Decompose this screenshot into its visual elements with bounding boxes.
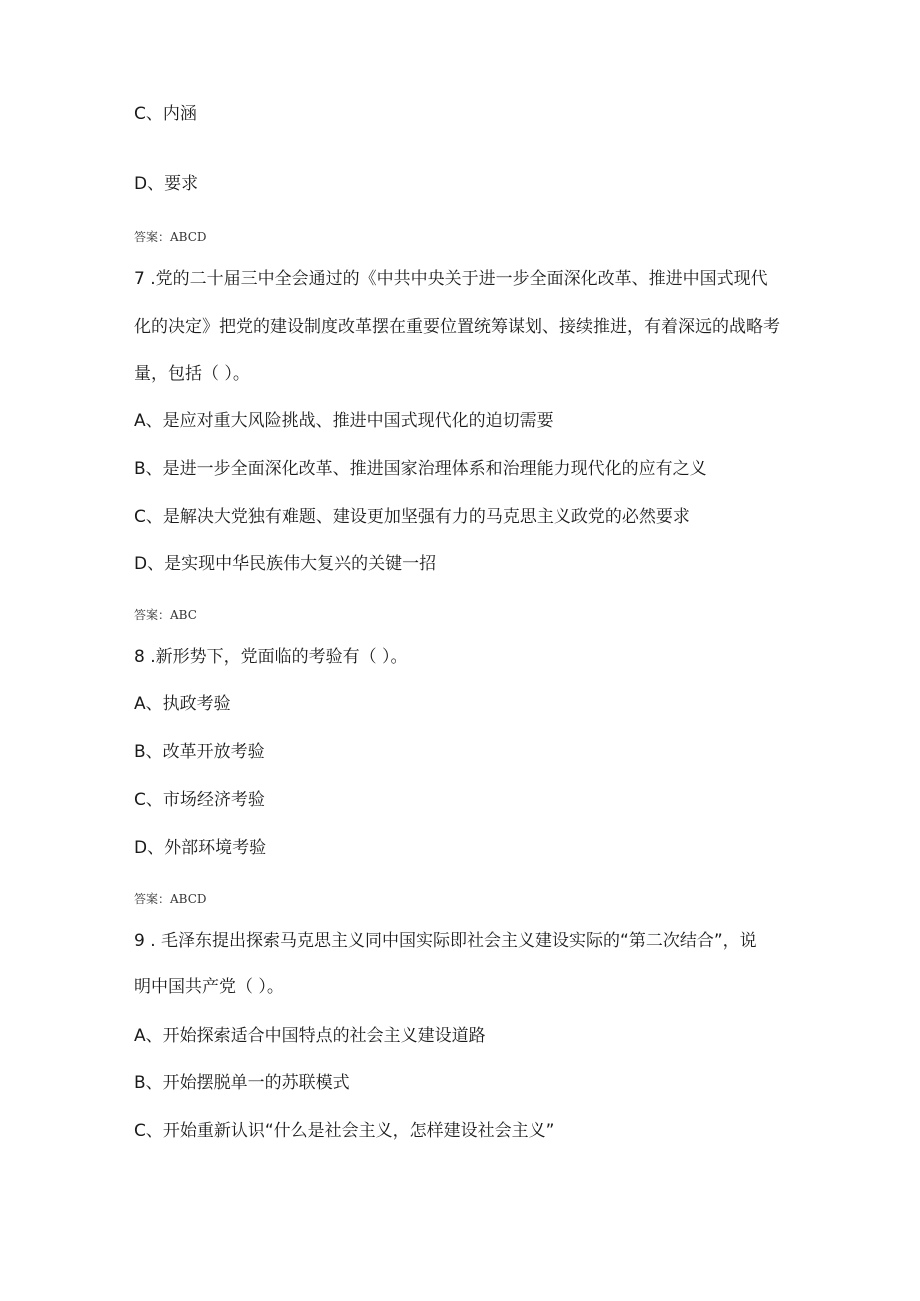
q9-text-line-2: 明中国共产党（ ）。 <box>134 977 284 997</box>
q7-option-c: C、是解决大党独有难题、建设更加坚强有力的马克思主义政党的必然要求 <box>134 507 690 527</box>
q8-option-b: B、改革开放考验 <box>134 742 265 762</box>
q8-text-line-1: 8 .新形势下，党面临的考验有（ ）。 <box>134 647 408 667</box>
q7-text-line-3: 量，包括（ ）。 <box>134 364 250 384</box>
q7-text-line-2: 化的决定》把党的建设制度改革摆在重要位置统筹谋划、接续推进，有着深远的战略考 <box>134 317 780 337</box>
q8-option-c: C、市场经济考验 <box>134 790 265 810</box>
q6-option-d: D、要求 <box>134 174 199 194</box>
q7-option-a: A、是应对重大风险挑战、推进中国式现代化的迫切需要 <box>134 411 554 431</box>
q9-option-c: C、开始重新认识“什么是社会主义，怎样建设社会主义” <box>134 1121 555 1141</box>
q7-option-d: D、是实现中华民族伟大复兴的关键一招 <box>134 554 437 574</box>
q7-text-line-1: 7 .党的二十届三中全会通过的《中共中央关于进一步全面深化改革、推进中国式现代 <box>134 269 768 289</box>
q8-option-d: D、外部环境考验 <box>134 838 267 858</box>
q9-option-a: A、开始探索适合中国特点的社会主义建设道路 <box>134 1026 486 1046</box>
q6-option-c: C、内涵 <box>134 104 197 124</box>
q9-text-line-1: 9 . 毛泽东提出探索马克思主义同中国实际即社会主义建设实际的“第二次结合”，说 <box>134 931 757 951</box>
q9-option-b: B、开始摆脱单一的苏联模式 <box>134 1073 350 1093</box>
q7-option-b: B、是进一步全面深化改革、推进国家治理体系和治理能力现代化的应有之义 <box>134 459 707 479</box>
q7-answer: 答案：ABC <box>134 608 197 622</box>
q8-option-a: A、执政考验 <box>134 694 231 714</box>
q8-answer: 答案：ABCD <box>134 892 207 906</box>
q6-answer: 答案：ABCD <box>134 230 207 244</box>
